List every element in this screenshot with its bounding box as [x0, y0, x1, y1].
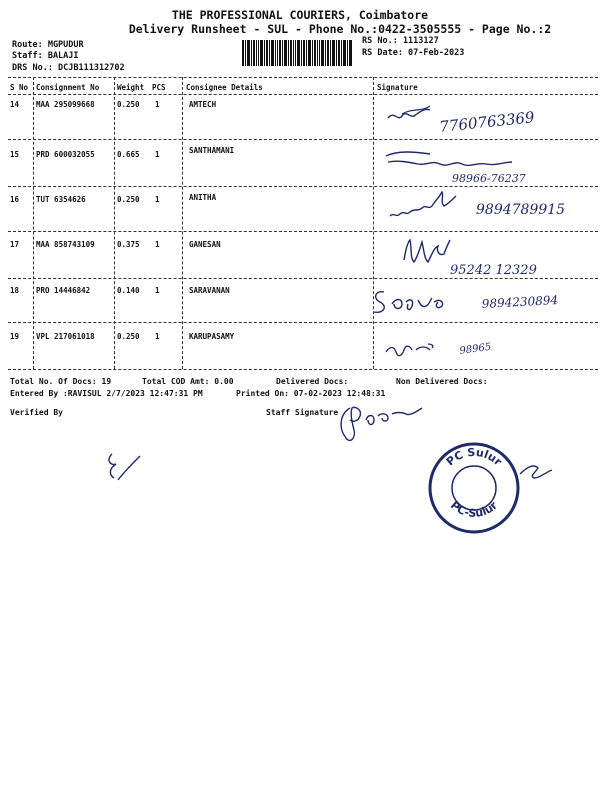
rs-number: RS No.: 1113127 [362, 36, 439, 46]
row-weight: 0.250 [117, 100, 140, 109]
row-consignment-no: MAA 295099668 [36, 100, 95, 109]
verifier-initials-scribble [104, 450, 150, 486]
drs-number: DRS No.: DCJB111312702 [12, 63, 125, 73]
row-weight: 0.140 [117, 286, 140, 295]
row-pcs: 1 [155, 150, 160, 159]
row-consignee: SARAVANAN [189, 286, 230, 295]
printed-on: Printed On: 07-02-2023 12:48:31 [236, 389, 386, 398]
total-docs: Total No. Of Docs: 19 [10, 377, 112, 386]
svg-text:95242 12329: 95242 12329 [450, 263, 537, 278]
column-divider [182, 77, 183, 369]
handwritten-signature [380, 332, 550, 366]
col-header-sno: S No [10, 83, 29, 92]
row-consignee: GANESAN [189, 240, 221, 249]
barcode-image [242, 40, 352, 66]
row-rule [8, 186, 598, 187]
row-sno: 15 [10, 150, 20, 159]
row-consignee: KARUPASAMY [189, 332, 235, 341]
row-pcs: 1 [155, 286, 160, 295]
row-consignee: AMTECH [189, 100, 217, 109]
table-bottom-rule [8, 369, 598, 370]
col-header-signature: Signature [377, 83, 418, 92]
col-header-pcs: PCS [152, 83, 166, 92]
total-cod: Total COD Amt: 0.00 [142, 377, 234, 386]
row-pcs: 1 [155, 240, 160, 249]
svg-text:98965: 98965 [458, 341, 492, 357]
row-sno: 18 [10, 286, 20, 295]
col-header-consignee: Consignee Details [186, 83, 263, 92]
row-rule [8, 322, 598, 323]
svg-text:PC Sulur: PC Sulur [443, 445, 505, 469]
entered-by: Entered By :RAVISUL 2/7/2023 12:47:31 PM [10, 389, 203, 398]
header-bottom-rule [8, 94, 598, 95]
route-label: Route: MGPUDUR [12, 40, 84, 50]
column-divider [114, 77, 115, 369]
stamp-initials-scribble [516, 456, 560, 486]
verified-by: Verified By [10, 408, 63, 417]
handwritten-signature [382, 100, 562, 140]
col-header-consignment: Consignment No [36, 83, 100, 92]
row-weight: 0.250 [117, 195, 140, 204]
row-consignment-no: VPL 217061018 [36, 332, 95, 341]
row-weight: 0.375 [117, 240, 140, 249]
row-weight: 0.250 [117, 332, 140, 341]
company-stamp [426, 440, 522, 536]
svg-text:9894230894: 9894230894 [481, 293, 559, 311]
row-consignment-no: PRO 14446842 [36, 286, 91, 295]
svg-text:9894789915: 9894789915 [476, 202, 566, 218]
column-divider [373, 77, 374, 369]
non-delivered-docs: Non Delivered Docs: [396, 377, 488, 386]
row-pcs: 1 [155, 332, 160, 341]
row-rule [8, 231, 598, 232]
row-consignment-no: MAA 858743109 [36, 240, 95, 249]
row-sno: 19 [10, 332, 20, 341]
runsheet-subtitle: Delivery Runsheet - SUL - Phone No.:0422-3505555 - Page No.:2 [128, 22, 552, 36]
handwritten-signature [370, 280, 596, 320]
staff-signature-label: Staff Signature [266, 408, 339, 417]
staff-label: Staff: BALAJI [12, 51, 79, 61]
rs-date: RS Date: 07-Feb-2023 [362, 48, 465, 58]
column-divider [33, 77, 34, 369]
handwritten-signature [396, 234, 576, 280]
row-pcs: 1 [155, 195, 160, 204]
svg-text:7760763369: 7760763369 [438, 108, 536, 136]
row-consignee: SANTHAMANI [189, 146, 235, 155]
handwritten-signature [382, 190, 597, 230]
row-sno: 17 [10, 240, 20, 249]
svg-text:PC-Sulur: PC-Sulur [447, 498, 501, 521]
row-weight: 0.665 [117, 150, 140, 159]
row-pcs: 1 [155, 100, 160, 109]
row-consignment-no: PRD 600032055 [36, 150, 95, 159]
handwritten-signature [382, 142, 582, 186]
staff-signature-scribble [336, 398, 436, 448]
row-sno: 14 [10, 100, 20, 109]
row-consignment-no: TUT 6354626 [36, 195, 86, 204]
row-rule [8, 278, 598, 279]
row-rule [8, 139, 598, 140]
company-title: THE PROFESSIONAL COURIERS, Coimbatore [171, 8, 429, 22]
row-sno: 16 [10, 195, 20, 204]
delivered-docs: Delivered Docs: [276, 377, 349, 386]
svg-text:98966-76237: 98966-76237 [452, 172, 526, 185]
header-top-rule [8, 77, 598, 78]
col-header-weight: Weight [117, 83, 145, 92]
row-consignee: ANITHA [189, 193, 217, 202]
